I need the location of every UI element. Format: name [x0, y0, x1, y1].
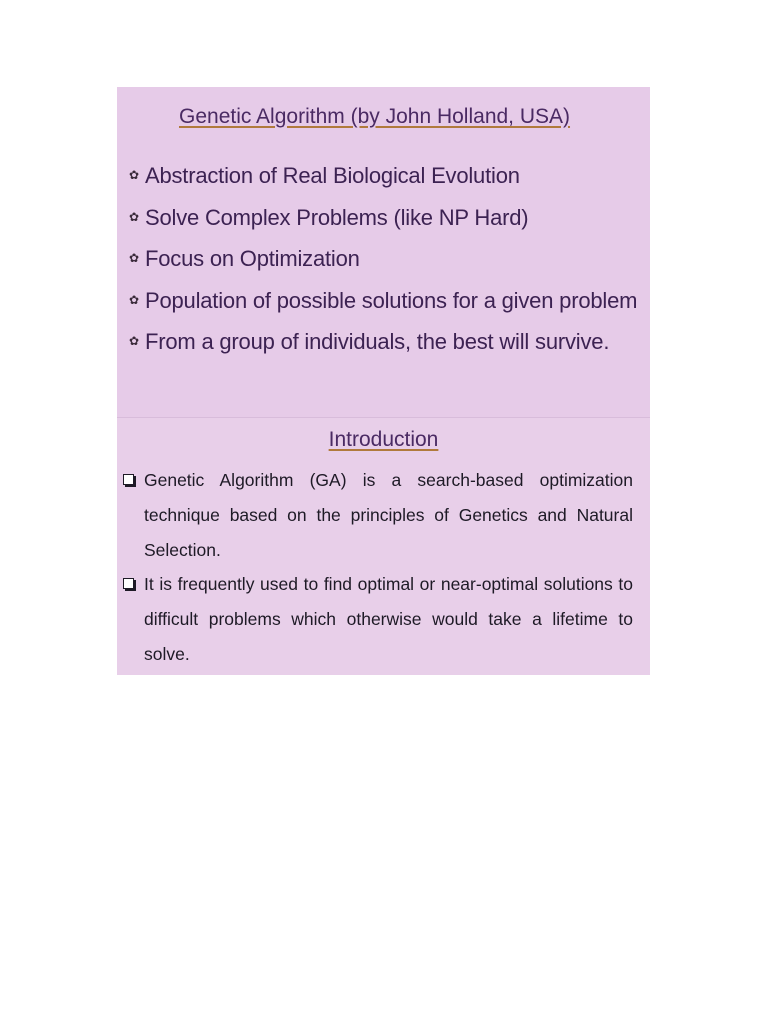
- list-item: [129, 155, 650, 197]
- list-item: [123, 567, 633, 671]
- introduction-title: Introduction: [328, 428, 439, 451]
- list-item: [129, 238, 650, 280]
- checkbox-bullet-icon: [123, 578, 134, 589]
- slide-title: Genetic Algorithm (by John Holland, USA): [179, 105, 571, 128]
- flower-bullet-icon: ✿: [129, 292, 139, 307]
- flower-bullet-icon: ✿: [129, 251, 139, 265]
- list-item: [129, 280, 650, 322]
- introduction-slide: [117, 418, 650, 675]
- genetic-algorithm-slide: [117, 87, 650, 418]
- point-text: Genetic Algorithm (GA) is a search-based optimization technique based on the principles of Genetics and Natural Selection.: [144, 470, 633, 560]
- flower-bullet-icon: ✿: [129, 168, 139, 182]
- list-item: [129, 197, 650, 239]
- checkbox-bullet-icon: [123, 474, 134, 485]
- flower-bullet-icon: ✿: [129, 209, 139, 224]
- bullet-list: [129, 155, 650, 363]
- bullet-text: Population of possible solutions for a given problem: [145, 287, 638, 313]
- bullet-text: From a group of individuals, the best will survive.: [145, 329, 610, 354]
- bullet-text: Abstraction of Real Biological Evolution: [145, 163, 520, 188]
- list-item: [129, 321, 650, 363]
- list-item: [123, 463, 633, 567]
- flower-bullet-icon: ✿: [129, 334, 139, 348]
- introduction-points: [123, 463, 633, 672]
- point-text: It is frequently used to find optimal or near-optimal solutions to difficult problems which otherwise would take a lifetime to solve.: [144, 574, 633, 664]
- bullet-text: Focus on Optimization: [145, 246, 360, 271]
- bullet-text: Solve Complex Problems (like NP Hard): [145, 204, 529, 230]
